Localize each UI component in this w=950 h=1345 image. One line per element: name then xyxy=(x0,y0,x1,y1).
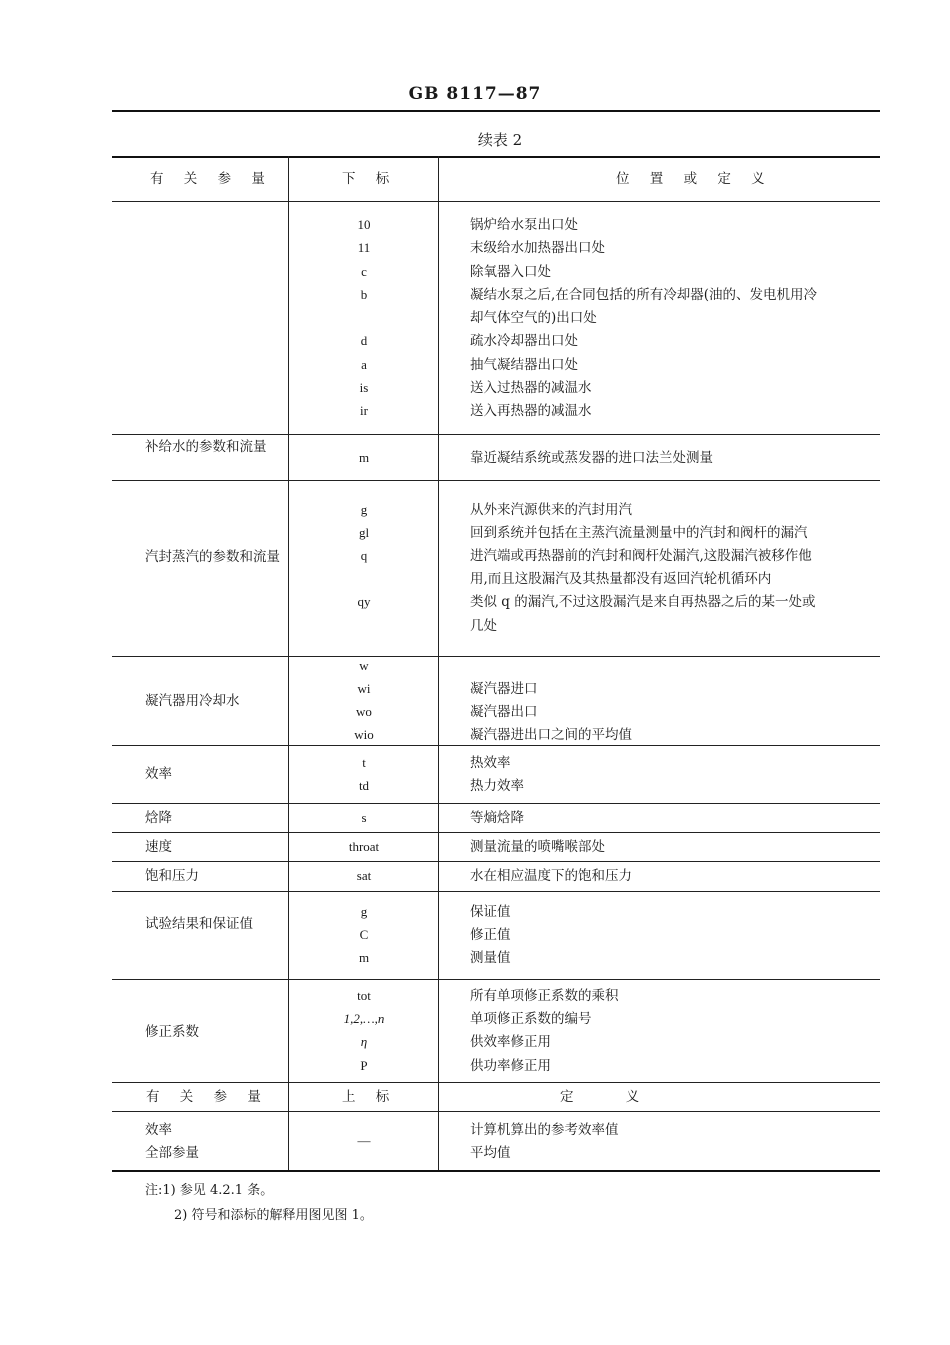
column-header-definition: 位 置 或 定 义 xyxy=(616,171,773,187)
definition-cell: 凝汽器出口 xyxy=(470,704,538,720)
definition-cell: 靠近凝结系统或蒸发器的进口法兰处测量 xyxy=(470,450,713,466)
definition-cell: 末级给水加热器出口处 xyxy=(470,240,605,256)
standard-header: GB 8117—87 xyxy=(408,84,542,104)
param-cell: 效率 xyxy=(145,766,172,782)
subscript-cell: C xyxy=(359,927,369,942)
subscript-cell: 1,2,…,n xyxy=(343,1011,385,1026)
subscript-cell: wo xyxy=(356,704,372,719)
row-divider xyxy=(112,803,880,804)
subscript-cell: s xyxy=(361,810,367,825)
subscript-cell: g xyxy=(360,904,368,919)
definition-cell: 修正值 xyxy=(470,927,511,943)
subscript-cell: m xyxy=(358,450,370,465)
subscript-cell: 10 xyxy=(357,217,371,232)
subscript-cell: throat xyxy=(348,839,380,854)
definition-cell: 水在相应温度下的饱和压力 xyxy=(470,868,632,884)
column-header-superscript: 上 标 xyxy=(342,1089,398,1105)
definition-cell: 用,而且这股漏汽及其热量都没有返回汽轮机循环内 xyxy=(470,571,772,587)
definition-cell: 送入再热器的减温水 xyxy=(470,403,592,419)
row-divider xyxy=(112,1111,880,1112)
subscript-cell: m xyxy=(358,950,370,965)
subscript-cell: is xyxy=(359,380,369,395)
param-cell: 速度 xyxy=(145,839,172,855)
definition-cell: 几处 xyxy=(470,618,497,634)
param-cell: 焓降 xyxy=(145,810,172,826)
definition-cell: 单项修正系数的编号 xyxy=(470,1011,592,1027)
definition-cell: 计算机算出的参考效率值 xyxy=(470,1122,619,1138)
subscript-cell: gl xyxy=(358,525,370,540)
subscript-cell: g xyxy=(360,502,368,517)
row-divider xyxy=(112,832,880,833)
param-cell: 汽封蒸汽的参数和流量 xyxy=(145,549,280,565)
subscript-cell: t xyxy=(362,755,366,770)
definition-cell: 热效率 xyxy=(470,755,511,771)
row-divider xyxy=(112,1082,880,1083)
definition-cell: 送入过热器的减温水 xyxy=(470,380,592,396)
table-caption: 续表 2 xyxy=(477,131,523,149)
column-header-definition-2: 定 义 xyxy=(560,1089,664,1105)
column-divider xyxy=(288,156,289,1170)
definition-cell: 回到系统并包括在主蒸汽流量测量中的汽封和阀杆的漏汽 xyxy=(470,525,808,541)
definition-cell: 抽气凝结器出口处 xyxy=(470,357,578,373)
subscript-cell: td xyxy=(358,778,370,793)
row-divider xyxy=(112,656,880,657)
subscript-cell: a xyxy=(361,357,367,372)
subscript-cell: η xyxy=(360,1034,368,1049)
subscript-cell: tot xyxy=(357,988,371,1003)
subscript-cell: c xyxy=(361,264,367,279)
param-cell: 饱和压力 xyxy=(145,868,199,884)
param-cell: 补给水的参数和流量 xyxy=(145,439,267,455)
definition-cell: 疏水冷却器出口处 xyxy=(470,333,578,349)
definition-cell: 凝汽器进出口之间的平均值 xyxy=(470,727,632,743)
definition-cell: 供效率修正用 xyxy=(470,1034,551,1050)
definition-cell: 等熵焓降 xyxy=(470,810,524,826)
definition-cell: 从外来汽源供来的汽封用汽 xyxy=(470,502,632,518)
row-divider xyxy=(112,434,880,435)
definition-cell: 测量值 xyxy=(470,950,511,966)
subscript-cell: wio xyxy=(354,727,374,742)
subscript-cell: w xyxy=(359,658,369,673)
column-header-param-2: 有 关 参 量 xyxy=(146,1089,269,1105)
definition-cell: 类似 q 的漏汽,不过这股漏汽是来自再热器之后的某一处或 xyxy=(470,594,816,610)
row-divider xyxy=(112,979,880,980)
subscript-cell: d xyxy=(360,333,368,348)
definition-cell: 平均值 xyxy=(470,1145,511,1161)
subscript-cell: ir xyxy=(360,403,368,418)
subscript-cell: P xyxy=(360,1058,368,1073)
param-cell: 全部参量 xyxy=(145,1145,199,1161)
definition-cell: 保证值 xyxy=(470,904,511,920)
definition-cell: 测量流量的喷嘴喉部处 xyxy=(470,839,605,855)
subscript-cell: sat xyxy=(356,868,372,883)
definition-cell: 热力效率 xyxy=(470,778,524,794)
row-divider xyxy=(112,480,880,481)
definition-cell: 进汽端或再热器前的汽封和阀杆处漏汽,这股漏汽被移作他 xyxy=(470,548,812,564)
definition-cell: 除氧器入口处 xyxy=(470,264,551,280)
definition-cell: 所有单项修正系数的乘积 xyxy=(470,988,619,1004)
param-cell: 效率 xyxy=(145,1122,172,1138)
subscript-cell: qy xyxy=(357,594,371,609)
column-header-param: 有 关 参 量 xyxy=(150,171,273,187)
header-bottom-rule xyxy=(112,201,880,202)
subscript-cell: q xyxy=(360,548,368,563)
definition-cell: 锅炉给水泵出口处 xyxy=(470,217,578,233)
table-top-rule xyxy=(112,156,880,158)
header-rule xyxy=(112,110,880,112)
footnote: 注:1) 参见 4.2.1 条。 xyxy=(145,1183,274,1198)
subscript-cell: b xyxy=(360,287,368,302)
footnote: 2) 符号和添标的解释用图见图 1。 xyxy=(174,1208,373,1223)
param-cell: 凝汽器用冷却水 xyxy=(145,693,240,709)
definition-cell: 凝结水泵之后,在合同包括的所有冷却器(油的、发电机用冷 xyxy=(470,287,818,303)
column-divider xyxy=(438,156,439,1170)
definition-cell: 凝汽器进口 xyxy=(470,681,538,697)
param-cell: 修正系数 xyxy=(145,1024,199,1040)
subscript-cell: 11 xyxy=(357,240,371,255)
row-divider xyxy=(112,861,880,862)
table-bottom-rule xyxy=(112,1170,880,1172)
definition-cell: 却气体空气的)出口处 xyxy=(470,310,597,326)
definition-cell: 供功率修正用 xyxy=(470,1058,551,1074)
column-header-subscript: 下 标 xyxy=(342,171,398,187)
row-divider xyxy=(112,891,880,892)
superscript-cell: — xyxy=(357,1133,371,1148)
param-cell: 试验结果和保证值 xyxy=(145,916,253,932)
subscript-cell: wi xyxy=(357,681,371,696)
